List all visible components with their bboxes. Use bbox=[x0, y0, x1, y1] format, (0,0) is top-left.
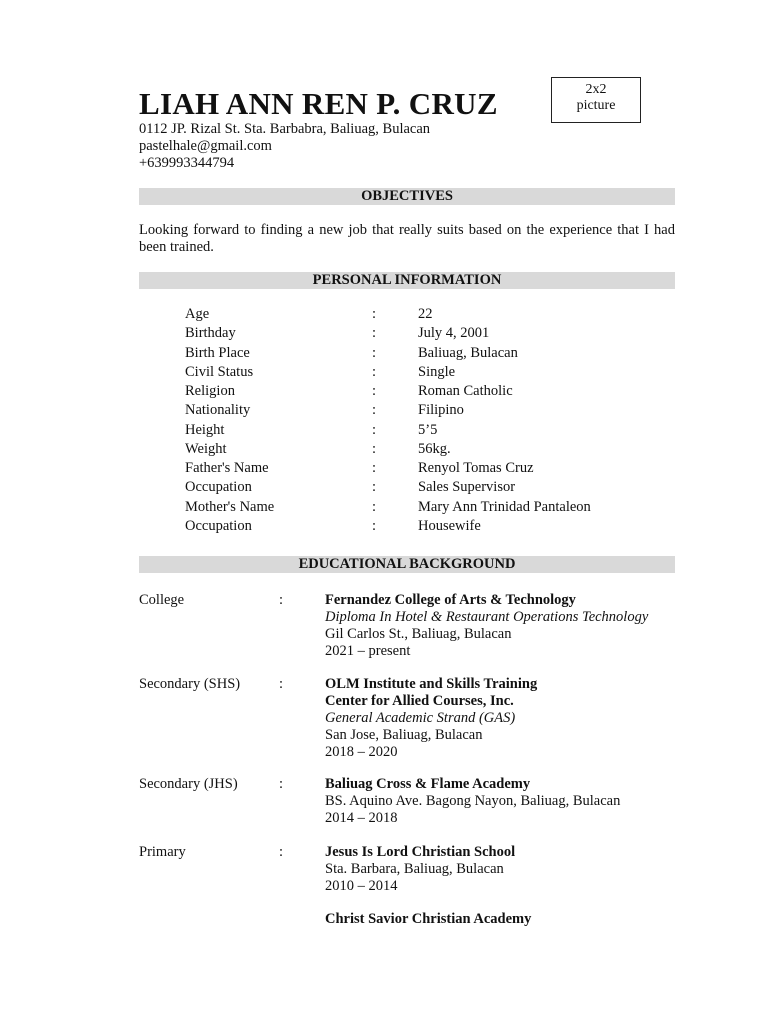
info-row-weight bbox=[185, 441, 665, 460]
photo-placeholder bbox=[551, 77, 641, 123]
info-colon: : bbox=[372, 306, 377, 322]
edu-block-shs bbox=[325, 676, 685, 761]
school-address: BS. Aquino Ave. Bagong Nayon, Baliuag, Bulacan bbox=[325, 793, 621, 809]
contact-details bbox=[139, 121, 430, 172]
info-value: Single bbox=[418, 364, 456, 380]
edu-colon: : bbox=[279, 844, 284, 860]
info-label: Height bbox=[185, 422, 225, 438]
email-line: pastelhale@gmail.com bbox=[139, 138, 272, 154]
info-value: Mary Ann Trinidad Pantaleon bbox=[418, 499, 591, 515]
program-name: General Academic Strand (GAS) bbox=[325, 710, 516, 726]
info-label: Birth Place bbox=[185, 345, 250, 361]
objective-text: Looking forward to finding a new job that really suits based on the experience that I had been trained. bbox=[139, 222, 675, 255]
school-years: 2018 – 2020 bbox=[325, 744, 398, 760]
school-name: Fernandez College of Arts & Technology bbox=[325, 592, 576, 608]
info-label: Weight bbox=[185, 441, 227, 457]
edu-colon: : bbox=[279, 776, 284, 792]
info-row-fathers-name bbox=[185, 460, 665, 479]
info-label: Civil Status bbox=[185, 364, 254, 380]
edu-level-shs: Secondary (SHS) bbox=[139, 676, 241, 692]
info-value: 5’5 bbox=[418, 422, 438, 438]
info-value: Roman Catholic bbox=[418, 383, 513, 399]
info-colon: : bbox=[372, 345, 377, 361]
address-line: 0112 JP. Rizal St. Sta. Barbabra, Baliuag, Bulacan bbox=[139, 121, 431, 137]
resume-name: LIAH ANN REN P. CRUZ bbox=[139, 86, 498, 121]
info-colon: : bbox=[372, 383, 377, 399]
info-colon: : bbox=[372, 325, 377, 341]
school-address: Sta. Barbara, Baliuag, Bulacan bbox=[325, 861, 504, 877]
info-row-height bbox=[185, 422, 665, 441]
personal-info-heading: PERSONAL INFORMATION bbox=[139, 272, 675, 289]
objectives-heading: OBJECTIVES bbox=[139, 188, 675, 205]
info-label: Occupation bbox=[185, 518, 252, 534]
info-row-religion bbox=[185, 383, 665, 402]
info-row-mother-occupation bbox=[185, 518, 665, 537]
edu-level-jhs: Secondary (JHS) bbox=[139, 776, 238, 792]
info-row-birthday bbox=[185, 325, 665, 344]
info-label: Birthday bbox=[185, 325, 236, 341]
info-value: Baliuag, Bulacan bbox=[418, 345, 518, 361]
info-label: Nationality bbox=[185, 402, 251, 418]
program-name: Diploma In Hotel & Restaurant Operations Technology bbox=[325, 609, 649, 625]
edu-block-primary bbox=[325, 844, 685, 928]
info-colon: : bbox=[372, 422, 377, 438]
education-heading: EDUCATIONAL BACKGROUND bbox=[139, 556, 675, 573]
photo-label-size: 2x2 bbox=[585, 82, 607, 97]
info-value: July 4, 2001 bbox=[418, 325, 490, 341]
info-row-civil-status bbox=[185, 364, 665, 383]
info-value: 22 bbox=[418, 306, 433, 322]
info-colon: : bbox=[372, 499, 377, 515]
edu-block-college bbox=[325, 592, 685, 660]
edu-colon: : bbox=[279, 676, 284, 692]
spacer bbox=[325, 895, 685, 911]
edu-colon: : bbox=[279, 592, 284, 608]
info-colon: : bbox=[372, 479, 377, 495]
edu-level-college: College bbox=[139, 592, 185, 608]
school-years: 2021 – present bbox=[325, 643, 411, 659]
info-value: Housewife bbox=[418, 518, 481, 534]
school-name: Baliuag Cross & Flame Academy bbox=[325, 776, 531, 792]
info-row-mothers-name bbox=[185, 499, 665, 518]
school-name: OLM Institute and Skills Training bbox=[325, 676, 538, 692]
edu-block-jhs bbox=[325, 776, 685, 827]
info-value: Sales Supervisor bbox=[418, 479, 516, 495]
info-colon: : bbox=[372, 364, 377, 380]
info-label: Occupation bbox=[185, 479, 252, 495]
info-colon: : bbox=[372, 518, 377, 534]
school-name: Jesus Is Lord Christian School bbox=[325, 844, 516, 860]
edu-level-primary: Primary bbox=[139, 844, 186, 860]
phone-line: +639993344794 bbox=[139, 155, 235, 171]
info-row-age bbox=[185, 306, 665, 325]
info-colon: : bbox=[372, 441, 377, 457]
info-label: Father's Name bbox=[185, 460, 269, 476]
school-name-second: Christ Savior Christian Academy bbox=[325, 911, 532, 927]
school-name-cont: Center for Allied Courses, Inc. bbox=[325, 693, 514, 709]
info-value: Renyol Tomas Cruz bbox=[418, 460, 534, 476]
info-value: 56kg. bbox=[418, 441, 451, 457]
info-colon: : bbox=[372, 460, 377, 476]
info-row-father-occupation bbox=[185, 479, 665, 498]
school-address: Gil Carlos St., Baliuag, Bulacan bbox=[325, 626, 512, 642]
info-colon: : bbox=[372, 402, 377, 418]
school-address: San Jose, Baliuag, Bulacan bbox=[325, 727, 483, 743]
info-label: Age bbox=[185, 306, 210, 322]
info-value: Filipino bbox=[418, 402, 464, 418]
info-row-nationality bbox=[185, 402, 665, 421]
school-years: 2014 – 2018 bbox=[325, 810, 398, 826]
info-label: Mother's Name bbox=[185, 499, 275, 515]
school-years: 2010 – 2014 bbox=[325, 878, 398, 894]
info-label: Religion bbox=[185, 383, 235, 399]
photo-label-text: picture bbox=[576, 98, 616, 113]
info-row-birth-place bbox=[185, 345, 665, 364]
